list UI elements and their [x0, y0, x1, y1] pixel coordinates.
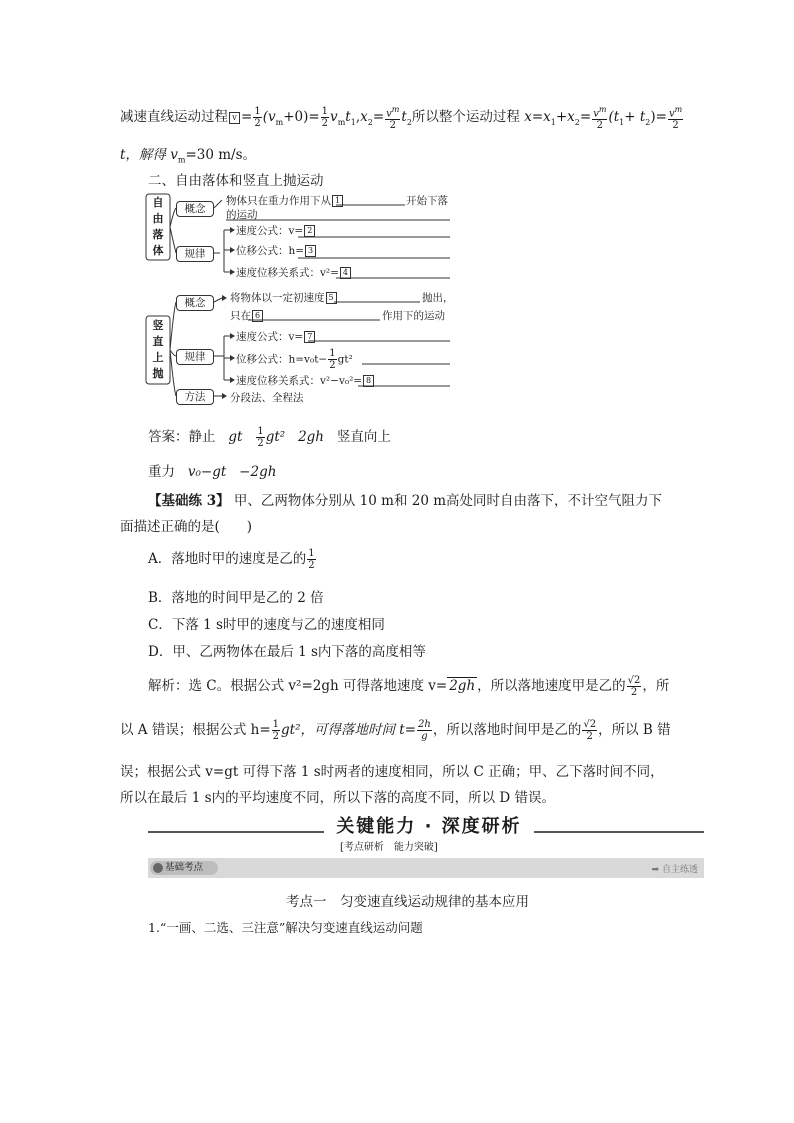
answer-upward: 竖直向上 — [336, 429, 391, 445]
line2-a: t，解得 v — [120, 147, 178, 163]
ff-velocity: 速度公式：v= 2 — [236, 223, 316, 238]
question-line-1 — [148, 489, 662, 509]
line1-tail: 所以整个运动过程 — [411, 109, 520, 126]
vt-vel-disp: 速度位移关系式：v²−v₀²= 8 — [236, 373, 375, 388]
vt-velocity: 速度公式：v= 7 — [236, 329, 316, 344]
vt-displacement: 位移公式：h=v₀t− $\frac{1}{2}$ gt² — [236, 348, 353, 371]
ff-vel-disp: 速度位移关系式：v²= 4 — [236, 265, 352, 280]
answer-gravity: 重力 — [148, 464, 175, 480]
line1-eq3: = — [579, 109, 592, 126]
section-bar — [148, 858, 704, 878]
line1-v: v — [330, 109, 338, 126]
answer-line-2 — [148, 460, 276, 480]
topic-title: 考点一 匀变速直线运动规律的基本应用 — [286, 894, 529, 910]
line1-close: )= — [650, 109, 667, 126]
vt-concept-2b: 作用下的运动 — [382, 310, 445, 322]
fraction-vm-2b: $\frac{v^m}{2}$ — [593, 105, 607, 132]
sqrt-2gh: 2gh — [449, 678, 476, 694]
line1-vm: (v — [262, 109, 276, 126]
line1-x2: +x — [555, 109, 575, 126]
solution-line-3: 误；根据公式 v=gt 可得下落 1 s时两者的速度相同，所以 C 正确；甲、乙下落时间不同， — [120, 764, 664, 780]
option-b: B．落地的时间甲是乙的 2 倍 — [148, 590, 324, 606]
line1-x: x=x — [524, 109, 551, 126]
banner-title: 关键能力 · 深度研析 — [336, 816, 522, 837]
answer-neg-2gh: −2gh — [239, 464, 277, 480]
fraction-half-2: $\frac{1}{2}$ — [321, 106, 329, 130]
option-a: A．落地时甲的速度是乙的 $\frac{1}{2}$ — [148, 548, 315, 571]
answer-v0-gt: v₀−gt — [187, 464, 227, 480]
section-title: 二、自由落体和竖直上抛运动 — [148, 173, 324, 189]
vertical-throw-label: 竖 直 上 抛 — [152, 319, 164, 380]
line2-b: =30 m/s。 — [185, 147, 256, 163]
pill-law-ff: 规律 — [176, 246, 214, 262]
vt-concept-1b: 抛出， — [422, 292, 454, 304]
vt-concept-1: 将物体以一定初速度 5 — [230, 290, 338, 305]
concept-diagram — [140, 190, 460, 410]
arrow-icon: ➡ — [651, 865, 660, 875]
method-text: 分段法、全程法 — [230, 392, 304, 404]
banner-subtitle: [考点研析 能力突破] — [340, 842, 438, 853]
option-d: D．甲、乙两物体在最后 1 s内下落的高度相等 — [148, 644, 426, 660]
broken-glyph-icon: v — [229, 112, 240, 124]
pill-concept-vt: 概念 — [176, 295, 214, 311]
answer-half-gt2: gt² — [265, 429, 286, 445]
question-head: 【基础练 3】 — [148, 493, 230, 509]
question-text-1: 甲、乙两物体分别从 10 m和 20 m高处同时自由落下，不计空气阻力下 — [233, 493, 663, 509]
topic-item-1: 1.“一画、二选、三注意”解决匀变速直线运动问题 — [148, 920, 423, 935]
line1-t1: (t — [608, 109, 620, 126]
formula-line-1: 减速直线运动过程 v = $\frac{1}{2}$ $(v_m+0)=$ $\frac{1}{2}$ $v_mt_1,x_2=$ $\frac{v^m}{2}$ $t_2$所以整个运动过程 $x=x_1+x_2=$ $\frac{v^m}{2}$ $(t_1+ t_2)=$ $\frac{v^m}{2}$ — [120, 105, 683, 132]
ff-concept-1: 物体只在重力作用下从 1 — [226, 193, 344, 208]
line1-plus: +0)= — [283, 109, 320, 126]
line1-t: t — [401, 109, 407, 126]
left-tag: 基础考点 — [150, 861, 218, 875]
option-c: C．下落 1 s时甲的速度与乙的速度相同 — [148, 617, 385, 633]
pill-method: 方法 — [176, 389, 214, 405]
answer-2gh: 2gh — [298, 429, 324, 445]
solution-line-2: 以 A 错误；根据公式 h= $\frac{1}{2}$ gt²，可得落地时间 t= $\frac{2h}{g}$ ，所以落地时间甲是乙的 $\frac{√2}{2}$ ，所以 B 错 — [120, 719, 671, 742]
pill-law-vt: 规律 — [176, 349, 214, 365]
pill-concept-ff: 概念 — [176, 201, 214, 217]
fraction-vm-2: $\frac{v^m}{2}$ — [386, 105, 400, 132]
free-fall-label: 自 由 落 体 — [152, 196, 164, 257]
fraction-vm-2c: $\frac{v^m}{2}$ — [668, 105, 683, 132]
ff-displacement: 位移公式：h= 3 — [236, 243, 317, 258]
banner-box — [324, 812, 534, 836]
question-line-2: 面描述正确的是( ) — [120, 519, 253, 535]
line1-prefix: 减速直线运动过程 — [120, 109, 228, 126]
tag-bullet-icon — [153, 863, 163, 873]
right-link[interactable]: ➡ 自主练透 — [651, 865, 698, 875]
line1-t2: + t — [624, 109, 646, 126]
answer-line-1: 答案：静止 gt $\frac{1}{2}$ gt² 2gh 竖直向上 — [148, 426, 391, 449]
answer-gt: gt — [228, 429, 243, 445]
formula-line-2: t，解得 $v_m=30$ m/s。 — [120, 147, 256, 165]
ff-concept-1b: 开始下落 — [406, 195, 448, 207]
vt-concept-2: 只在 6 — [230, 308, 264, 323]
answer-label: 答案：静止 — [148, 429, 216, 445]
fraction-half: $\frac{1}{2}$ — [254, 106, 261, 130]
solution-line-1: 解析：选 C。根据公式 v²=2gh 可得落地速度 v= 2gh ，所以落地速度甲是乙的 $\frac{√2}{2}$ ，所 — [148, 675, 670, 698]
solution-line-4: 所以在最后 1 s内的平均速度不同，所以下落的高度不同，所以 D 错误。 — [120, 790, 556, 806]
line1-eq: = — [241, 109, 253, 126]
ff-concept-2: 的运动 — [226, 209, 258, 221]
